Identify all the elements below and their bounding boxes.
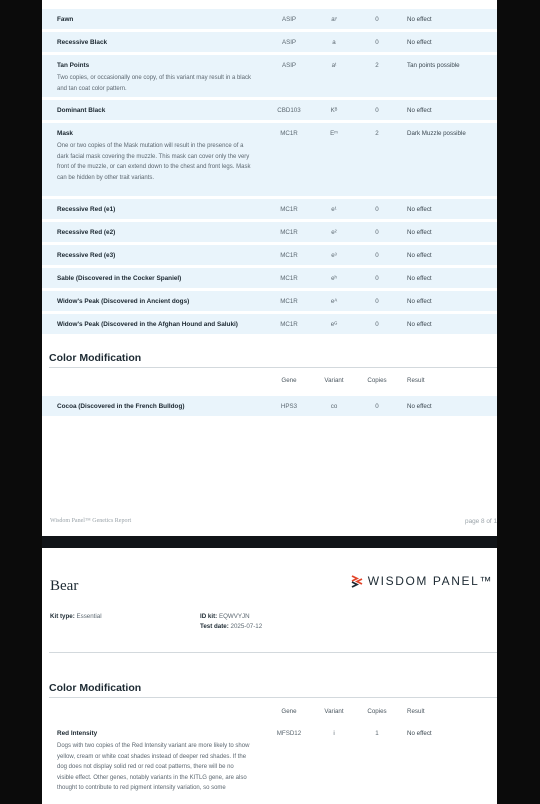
trait-result: No effect xyxy=(407,321,432,328)
trait-row xyxy=(42,396,497,416)
trait-name: Dominant Black xyxy=(57,107,106,114)
column-header-copies: Copies xyxy=(367,708,387,715)
dog-name: Bear xyxy=(50,578,79,594)
trait-name: Widow's Peak (Discovered in the Afghan Hound and Saluki) xyxy=(57,321,238,328)
trait-copies: 1 xyxy=(375,730,379,737)
trait-table xyxy=(42,9,497,337)
column-header-copies: Copies xyxy=(367,377,387,384)
trait-gene: ASIP xyxy=(281,39,297,46)
trait-result: No effect xyxy=(407,206,432,213)
id-kit-label: ID kit: xyxy=(200,613,218,620)
section-divider xyxy=(49,697,497,698)
trait-variant: eᴳ xyxy=(330,321,338,328)
trait-row xyxy=(42,314,497,334)
trait-gene: ASIP xyxy=(281,62,297,69)
trait-name: Recessive Red (e3) xyxy=(57,252,116,259)
trait-result: No effect xyxy=(407,730,432,737)
column-header-result: Result xyxy=(407,708,425,715)
trait-result: No effect xyxy=(407,107,432,114)
trait-result: No effect xyxy=(407,252,432,259)
trait-gene: CBD103 xyxy=(277,107,301,114)
test-date-label: Test date: xyxy=(200,623,229,630)
trait-copies: 0 xyxy=(375,321,379,328)
brand-logo-text: WISDOM PANEL™ xyxy=(367,574,493,588)
trait-result: No effect xyxy=(407,16,432,23)
trait-name: Sable (Discovered in the Cocker Spaniel) xyxy=(57,275,182,282)
trait-variant: co xyxy=(330,403,338,410)
trait-variant: e³ xyxy=(331,252,337,259)
trait-variant: a xyxy=(332,39,336,46)
trait-copies: 2 xyxy=(375,130,379,137)
trait-variant: e² xyxy=(331,229,337,236)
report-page-9 xyxy=(42,548,497,804)
kit-type-value: Essential xyxy=(76,613,102,620)
trait-gene: ASIP xyxy=(281,16,297,23)
trait-row xyxy=(42,123,497,196)
report-page-8 xyxy=(42,0,497,536)
trait-row xyxy=(42,9,497,29)
trait-gene: MFSD12 xyxy=(276,730,302,737)
trait-row xyxy=(42,222,497,242)
column-header-gene: Gene xyxy=(281,377,297,384)
trait-gene: HPS3 xyxy=(280,403,298,410)
trait-result: No effect xyxy=(407,275,432,282)
trait-name: Tan Points xyxy=(57,62,90,69)
column-header-variant: Variant xyxy=(324,377,344,384)
trait-row xyxy=(42,100,497,120)
trait-copies: 0 xyxy=(375,252,379,259)
trait-variant: Kᴮ xyxy=(330,107,338,114)
trait-copies: 0 xyxy=(375,275,379,282)
trait-copies: 0 xyxy=(375,206,379,213)
section-title: Color Modification xyxy=(49,352,142,364)
trait-copies: 0 xyxy=(375,229,379,236)
trait-name: Cocoa (Discovered in the French Bulldog) xyxy=(57,403,185,410)
trait-variant: eᴬ xyxy=(330,298,338,305)
trait-description: One or two copies of the Mask mutation will result in the presence of a dark facial mask covering the muzzle. This mask can cover only the very front of the muzzle, or can extend down to the chest and front legs. Mask can be hidden by other trait variants. xyxy=(57,143,251,181)
trait-result: Tan points possible xyxy=(407,62,460,69)
id-kit xyxy=(200,613,250,620)
trait-description: Two copies, or occasionally one copy, of this variant may result in a black and tan coat color pattern. xyxy=(57,75,251,92)
brand-logo xyxy=(351,574,493,588)
trait-description: Dogs with two copies of the Red Intensity variant are more likely to show yellow, cream or white coat shades instead of deeper red shades. If the dog does not display solid red or red coat patterns, there will be no visible effect. Other genes, notably variants in the KITLG gene, are also thought to contribute to red pigment intensity variation, so some xyxy=(57,743,250,791)
trait-name: Recessive Red (e1) xyxy=(57,206,116,213)
trait-copies: 0 xyxy=(375,107,379,114)
trait-row xyxy=(42,32,497,52)
trait-variant: Eᵐ xyxy=(330,130,338,137)
trait-copies: 0 xyxy=(375,298,379,305)
column-header-result: Result xyxy=(407,377,425,384)
trait-gene: MC1R xyxy=(280,252,298,259)
trait-variant: aʸ xyxy=(331,16,337,23)
kit-type-label: Kit type: xyxy=(50,613,75,620)
trait-row xyxy=(42,291,497,311)
trait-variant: aᵗ xyxy=(331,62,337,69)
trait-gene: MC1R xyxy=(280,298,298,305)
column-header-gene: Gene xyxy=(281,708,297,715)
header-divider xyxy=(49,652,497,653)
footer-page-number: page 8 of 1 xyxy=(465,518,497,525)
column-header-variant: Variant xyxy=(324,708,344,715)
trait-gene: MC1R xyxy=(280,275,298,282)
trait-copies: 2 xyxy=(375,62,379,69)
trait-name: Red Intensity xyxy=(57,730,98,737)
trait-row xyxy=(42,55,497,97)
trait-name: Widow's Peak (Discovered in Ancient dogs) xyxy=(57,298,190,305)
footer-report-title: Wisdom Panel™ Genetics Report xyxy=(50,518,132,524)
trait-name: Mask xyxy=(57,130,73,137)
trait-result: No effect xyxy=(407,39,432,46)
section-title: Color Modification xyxy=(49,682,142,694)
trait-result: No effect xyxy=(407,229,432,236)
trait-copies: 0 xyxy=(375,403,379,410)
trait-result: No effect xyxy=(407,403,432,410)
trait-row xyxy=(42,199,497,219)
trait-result: Dark Muzzle possible xyxy=(407,130,466,137)
trait-variant: i xyxy=(333,730,335,737)
trait-variant: eʰ xyxy=(331,275,337,282)
wisdom-panel-logo-icon xyxy=(351,575,363,588)
test-date xyxy=(200,623,262,630)
trait-variant: e¹ xyxy=(331,206,337,213)
trait-gene: MC1R xyxy=(280,130,298,137)
kit-type xyxy=(50,613,102,620)
trait-result: No effect xyxy=(407,298,432,305)
trait-gene: MC1R xyxy=(280,321,298,328)
id-kit-value: EQWVYJN xyxy=(218,613,250,620)
trait-gene: MC1R xyxy=(280,206,298,213)
test-date-value: 2025-07-12 xyxy=(230,623,263,630)
trait-row xyxy=(42,268,497,288)
trait-name: Recessive Black xyxy=(57,39,108,46)
trait-row xyxy=(42,245,497,265)
trait-name: Fawn xyxy=(57,16,74,23)
trait-copies: 0 xyxy=(375,39,379,46)
section-divider xyxy=(49,367,497,368)
trait-row xyxy=(42,723,497,804)
trait-gene: MC1R xyxy=(280,229,298,236)
trait-copies: 0 xyxy=(375,16,379,23)
page-separator xyxy=(42,536,497,548)
trait-name: Recessive Red (e2) xyxy=(57,229,116,236)
